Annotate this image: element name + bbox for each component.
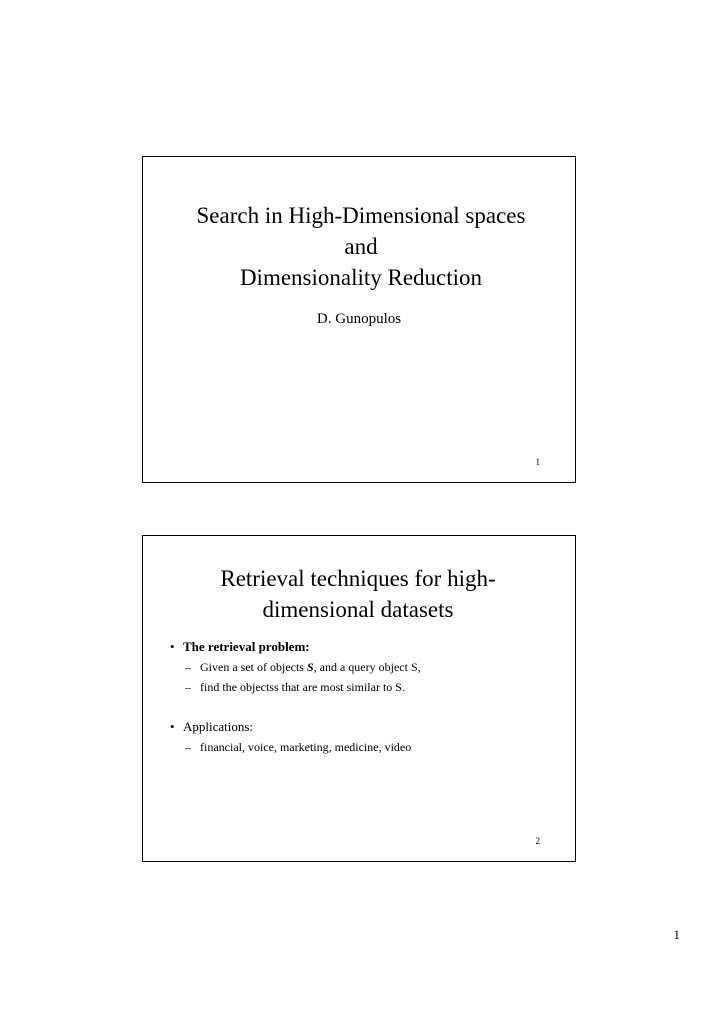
slide-2-title: [143, 563, 573, 625]
bullet-item: [170, 717, 565, 737]
slide-1-author: D. Gunopulos: [316, 311, 402, 327]
bullet-label: The retrieval problem:: [183, 639, 310, 654]
sub-bullet-item: – find the objectss that are most similar to S.: [170, 677, 565, 697]
bullet-item: [170, 637, 565, 657]
sub-bullet-text: , and a query object S,: [313, 660, 421, 674]
sub-bullet-item: [170, 657, 565, 677]
slide-1-title-line: and: [344, 234, 378, 259]
bullet-label: Applications:: [183, 719, 254, 734]
sub-bullet-emphasis: S: [306, 660, 314, 674]
slide-1-title: [155, 200, 567, 293]
page-number: 1: [673, 927, 680, 942]
sub-bullet-item: – financial, voice, marketing, medicine, video: [170, 737, 565, 757]
slide-2-title-line: dimensional datasets: [262, 597, 454, 622]
slide-1: [142, 156, 576, 483]
slide-2-title-line: Retrieval techniques for high-: [220, 566, 496, 591]
slide-1-number: 1: [535, 457, 540, 467]
spacer: [170, 697, 565, 717]
slide-2-number: 2: [535, 836, 540, 846]
slide-2-bullet-list: [170, 637, 565, 757]
slide-1-title-line: Dimensionality Reduction: [239, 265, 483, 290]
slide-1-title-line: Search in High-Dimensional spaces: [196, 203, 526, 228]
sub-bullet-text: Given a set of objects: [200, 660, 307, 674]
slide-2: [142, 535, 576, 862]
